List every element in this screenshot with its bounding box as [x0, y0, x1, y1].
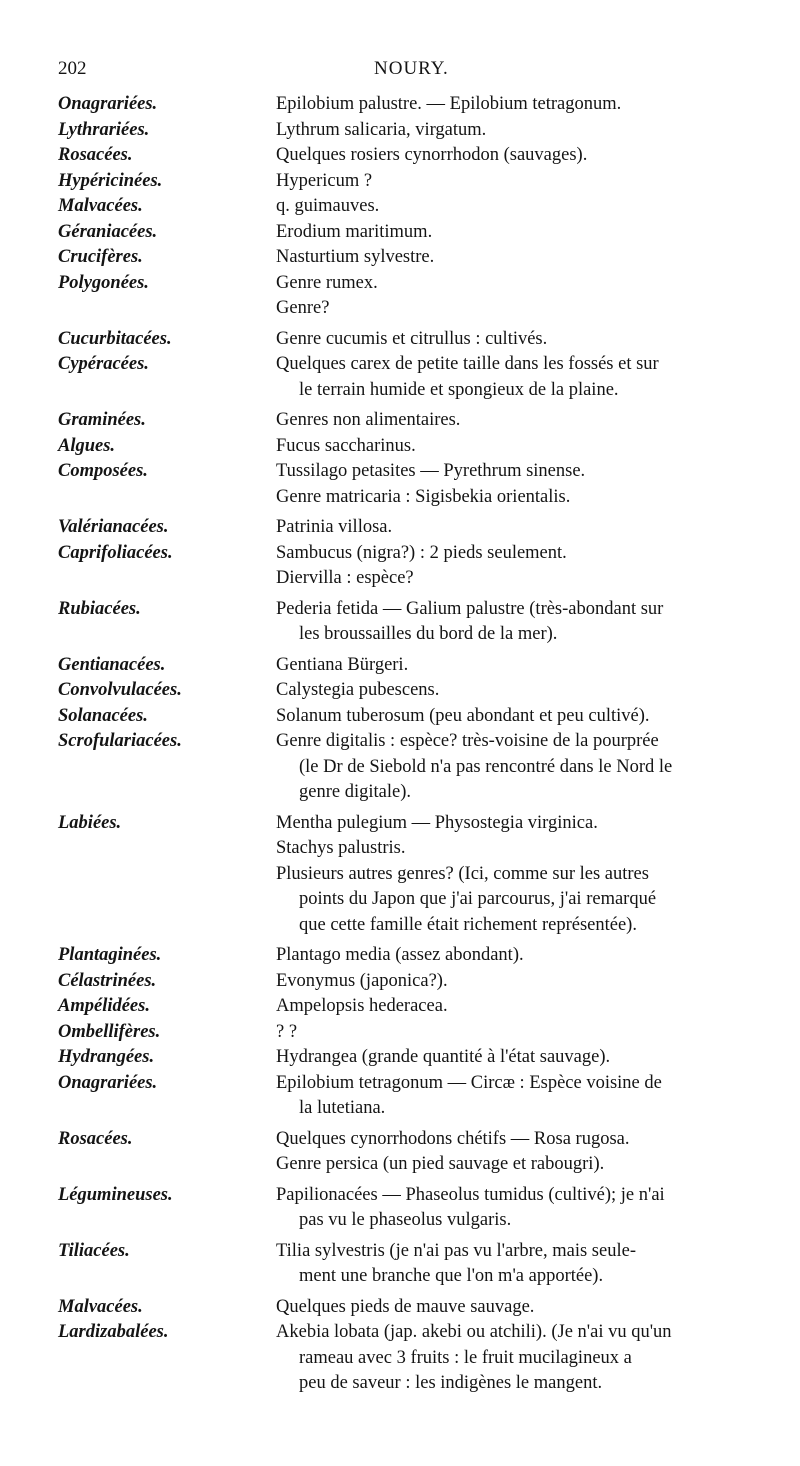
- species-description: [276, 1127, 758, 1178]
- species-description: [276, 704, 758, 730]
- description-line: Diervilla : espèce?: [276, 568, 414, 588]
- description-line: Quelques pieds de mauve sauvage.: [276, 1296, 535, 1317]
- family-entry: [58, 459, 758, 510]
- family-name: Géraniacées.: [58, 221, 158, 242]
- description-line: Calystegia pubescens.: [276, 680, 440, 700]
- description-line: Quelques rosiers cynorrhodon (sauvages).: [276, 145, 588, 165]
- description-line: que cette famille était richement représentée).: [299, 914, 637, 935]
- family-entry: [58, 1127, 758, 1178]
- family-entry: [58, 678, 758, 704]
- family-name: Ampélidées.: [58, 996, 150, 1016]
- family-name: Légumineuses.: [58, 1184, 173, 1205]
- description-line: genre digitale).: [299, 782, 411, 802]
- species-description: [276, 1071, 758, 1122]
- description-line: Genre cucumis et citrullus : cultivés.: [276, 328, 548, 349]
- family-name: Caprifoliacées.: [58, 542, 173, 563]
- description-line: Tilia sylvestris (je n'ai pas vu l'arbre, mais seule-: [276, 1240, 636, 1261]
- description-line: Plantago media (assez abondant).: [276, 945, 524, 965]
- description-line: Lythrum salicaria, virgatum.: [276, 119, 487, 140]
- description-line: Akebia lobata (jap. akebi ou atchili). (Je n'ai vu qu'un: [276, 1322, 672, 1342]
- description-line: peu de saveur : les indigènes le mangent.: [299, 1373, 603, 1393]
- description-line: q. guimauves.: [276, 196, 380, 216]
- description-line: Epilobium tetragonum — Circæ : Espèce voisine de: [276, 1072, 662, 1093]
- family-name: Onagrariées.: [58, 1072, 158, 1093]
- family-name: Malvacées.: [58, 1296, 143, 1317]
- species-description: [276, 653, 758, 679]
- species-description: [276, 459, 758, 510]
- family-name: Graminées.: [58, 410, 146, 430]
- family-entry: [58, 1295, 758, 1321]
- species-description: [276, 194, 758, 220]
- family-entry: [58, 169, 758, 195]
- species-description: [276, 220, 758, 246]
- family-entry: [58, 92, 758, 118]
- flora-list: [58, 92, 758, 1397]
- family-name: Plantaginées.: [58, 945, 162, 965]
- family-name: Composées.: [58, 461, 148, 481]
- page-number: 202: [58, 58, 87, 79]
- species-description: [276, 92, 758, 118]
- family-entry: [58, 1020, 758, 1046]
- species-description: [276, 943, 758, 969]
- species-description: [276, 515, 758, 541]
- description-line: Fucus saccharinus.: [276, 435, 416, 456]
- family-name: Crucifères.: [58, 247, 143, 267]
- species-description: [276, 597, 758, 648]
- family-entry: [58, 271, 758, 322]
- species-description: [276, 969, 758, 995]
- description-line: Hypericum ?: [276, 170, 373, 191]
- description-line: points du Japon que j'ai parcourus, j'ai remarqué: [299, 889, 657, 909]
- family-entry: [58, 1320, 758, 1397]
- family-name: Tiliacées.: [58, 1240, 130, 1261]
- family-entry: [58, 118, 758, 144]
- species-description: [276, 327, 758, 353]
- species-description: [276, 1020, 758, 1046]
- species-description: [276, 1239, 758, 1290]
- page-header: [58, 58, 758, 84]
- species-description: [276, 408, 758, 434]
- description-line: Genre digitalis : espèce? très-voisine de la pourprée: [276, 731, 659, 751]
- description-line: Stachys palustris.: [276, 838, 406, 858]
- family-entry: [58, 811, 758, 939]
- description-line: Papilionacées — Phaseolus tumidus (cultivé); je n'ai: [276, 1184, 665, 1205]
- family-name: Onagrariées.: [58, 94, 158, 114]
- family-entry: [58, 653, 758, 679]
- species-description: [276, 1295, 758, 1321]
- family-name: Rubiacées.: [58, 598, 141, 619]
- species-description: [276, 541, 758, 592]
- family-entry: [58, 245, 758, 271]
- family-entry: [58, 597, 758, 648]
- family-entry: [58, 1071, 758, 1122]
- species-description: [276, 169, 758, 195]
- description-line: Sambucus (nigra?) : 2 pieds seulement.: [276, 542, 567, 563]
- description-line: Ampelopsis hederacea.: [276, 996, 448, 1016]
- description-line: Plusieurs autres genres? (Ici, comme sur les autres: [276, 863, 649, 884]
- species-description: [276, 352, 758, 403]
- description-line: le terrain humide et spongieux de la plaine.: [299, 379, 619, 400]
- description-line: Erodium maritimum.: [276, 221, 433, 242]
- family-name: Rosacées.: [58, 145, 133, 165]
- species-description: [276, 678, 758, 704]
- family-entry: [58, 327, 758, 353]
- family-entry: [58, 969, 758, 995]
- species-description: [276, 811, 758, 939]
- family-name: Cucurbitacées.: [58, 328, 172, 349]
- family-entry: [58, 943, 758, 969]
- family-entry: [58, 729, 758, 806]
- family-entry: [58, 194, 758, 220]
- species-description: [276, 729, 758, 806]
- family-entry: [58, 220, 758, 246]
- description-line: Genre persica (un pied sauvage et rabougri).: [276, 1154, 605, 1174]
- species-description: [276, 143, 758, 169]
- description-line: rameau avec 3 fruits : le fruit mucilagineux a: [299, 1347, 632, 1368]
- family-entry: [58, 1045, 758, 1071]
- running-title: NOURY.: [374, 58, 449, 79]
- species-description: [276, 1045, 758, 1071]
- species-description: [276, 245, 758, 271]
- family-name: Algues.: [58, 435, 116, 456]
- family-entry: [58, 352, 758, 403]
- description-line: Patrinia villosa.: [276, 517, 393, 537]
- family-name: Hydrangées.: [58, 1047, 155, 1067]
- description-line: pas vu le phaseolus vulgaris.: [299, 1210, 512, 1230]
- family-entry: [58, 704, 758, 730]
- description-line: Hydrangea (grande quantité à l'état sauvage).: [276, 1047, 611, 1067]
- species-description: [276, 1183, 758, 1234]
- family-name: Convolvulacées.: [58, 680, 182, 700]
- description-line: Evonymus (japonica?).: [276, 970, 448, 991]
- family-entry: [58, 434, 758, 460]
- family-name: Gentianacées.: [58, 654, 166, 675]
- description-line: Genre rumex.: [276, 272, 378, 293]
- species-description: [276, 271, 758, 322]
- description-line: Nasturtium sylvestre.: [276, 247, 435, 267]
- description-line: Tussilago petasites — Pyrethrum sinense.: [276, 461, 586, 481]
- family-name: Scrofulariacées.: [58, 731, 182, 751]
- description-line: ment une branche que l'on m'a apportée).: [299, 1266, 604, 1286]
- species-description: [276, 118, 758, 144]
- family-name: Célastrinées.: [58, 970, 157, 991]
- family-name: Ombellifères.: [58, 1021, 161, 1042]
- family-entry: [58, 1239, 758, 1290]
- description-line: les broussailles du bord de la mer).: [299, 624, 558, 644]
- family-name: Cypéracées.: [58, 354, 149, 374]
- family-name: Polygonées.: [58, 272, 149, 293]
- species-description: [276, 994, 758, 1020]
- description-line: la lutetiana.: [299, 1098, 386, 1118]
- description-line: Solanum tuberosum (peu abondant et peu cultivé).: [276, 705, 650, 726]
- family-name: Solanacées.: [58, 705, 148, 726]
- description-line: ? ?: [276, 1021, 298, 1042]
- description-line: (le Dr de Siebold n'a pas rencontré dans le Nord le: [299, 756, 673, 777]
- family-name: Malvacées.: [58, 196, 143, 216]
- family-entry: [58, 515, 758, 541]
- family-name: Hypéricinées.: [58, 170, 163, 191]
- description-line: Pederia fetida — Galium palustre (très-abondant sur: [276, 598, 664, 619]
- family-name: Rosacées.: [58, 1128, 133, 1149]
- family-entry: [58, 541, 758, 592]
- description-line: Genre matricaria : Sigisbekia orientalis.: [276, 486, 571, 507]
- family-entry: [58, 408, 758, 434]
- family-name: Lardizabalées.: [58, 1322, 169, 1342]
- species-description: [276, 1320, 758, 1397]
- family-entry: [58, 994, 758, 1020]
- family-name: Labiées.: [58, 812, 122, 833]
- family-name: Valérianacées.: [58, 517, 169, 537]
- description-line: Quelques cynorrhodons chétifs — Rosa rugosa.: [276, 1128, 630, 1149]
- description-line: Quelques carex de petite taille dans les fossés et sur: [276, 354, 659, 374]
- family-name: Lythrariées.: [58, 119, 150, 140]
- description-line: Mentha pulegium — Physostegia virginica.: [276, 812, 598, 833]
- description-line: Genres non alimentaires.: [276, 410, 461, 430]
- family-entry: [58, 143, 758, 169]
- family-entry: [58, 1183, 758, 1234]
- description-line: Gentiana Bürgeri.: [276, 654, 409, 675]
- description-line: Genre?: [276, 298, 330, 318]
- description-line: Epilobium palustre. — Epilobium tetragonum.: [276, 94, 622, 114]
- species-description: [276, 434, 758, 460]
